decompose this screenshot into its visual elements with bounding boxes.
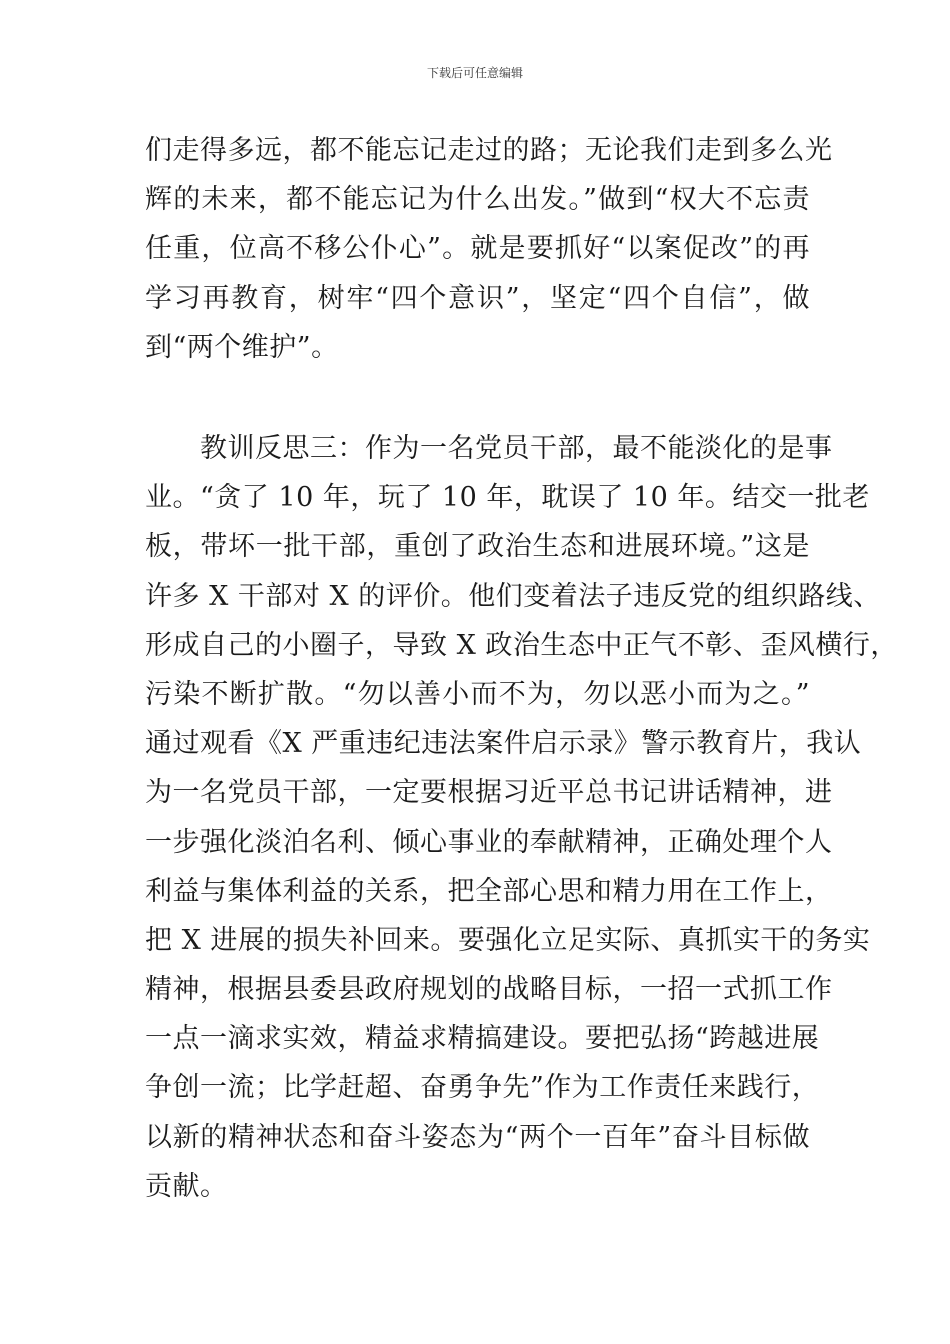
paragraph-1 xyxy=(145,126,833,372)
text-line: 一点一滴求实效，精益求精搞建设。要把弘扬“跨越进展 xyxy=(145,1023,820,1055)
paragraph-2 xyxy=(145,424,898,1211)
text-line: 以新的精神状态和奋斗姿态为“两个一百年”奋斗目标做 xyxy=(145,1121,810,1153)
text-line: 学习再教育，树牢“四个意识”，坚定“四个自信”，做 xyxy=(145,282,810,314)
text-line: 到“两个维护”。 xyxy=(145,331,339,363)
text-line: 利益与集体利益的关系，把全部心思和精力用在工作上， xyxy=(145,875,833,907)
text-line: 贡献。 xyxy=(145,1170,228,1202)
text-line: 精神，根据县委县政府规划的战略目标，一招一式抓工作 xyxy=(145,974,833,1006)
text-line: 辉的未来，都不能忘记为什么出发。”做到“权大不忘责 xyxy=(145,184,810,216)
text-line: 一步强化淡泊名利、倾心事业的奉献精神，正确处理个人 xyxy=(145,826,833,858)
text-line: 通过观看《X 严重违纪违法案件启示录》警示教育片，我认 xyxy=(145,728,862,760)
text-line: 许多 X 干部对 X 的评价。他们变着法子违反党的组织路线、 xyxy=(145,580,881,612)
text-line: 为一名党员干部，一定要根据习近平总书记讲话精神，进 xyxy=(145,777,833,809)
page-header: 下载后可任意编辑 xyxy=(426,66,523,80)
text-line: 任重，位高不移公仆心”。就是要抓好“以案促改”的再 xyxy=(145,233,810,265)
text-line: 污染不断扩散。“勿以善小而不为，勿以恶小而为之。” xyxy=(145,678,810,710)
text-line: 们走得多远，都不能忘记走过的路；无论我们走到多么光 xyxy=(145,135,833,166)
text-line: 教训反思三：作为一名党员干部，最不能淡化的是事 xyxy=(145,433,833,464)
text-line: 形成自己的小圈子，导致 X 政治生态中正气不彰、歪风横行， xyxy=(145,629,898,661)
text-line: 板，带坏一批干部，重创了政治生态和进展环境。”这是 xyxy=(145,531,810,563)
text-line: 争创一流；比学赶超、奋勇争先”作为工作责任来践行， xyxy=(145,1072,820,1104)
text-line: 把 X 进展的损失补回来。要强化立足实际、真抓实干的务实 xyxy=(145,924,871,956)
text-line: 业。“贪了 10 年，玩了 10 年，耽误了 10 年。结交一批老 xyxy=(145,482,870,514)
